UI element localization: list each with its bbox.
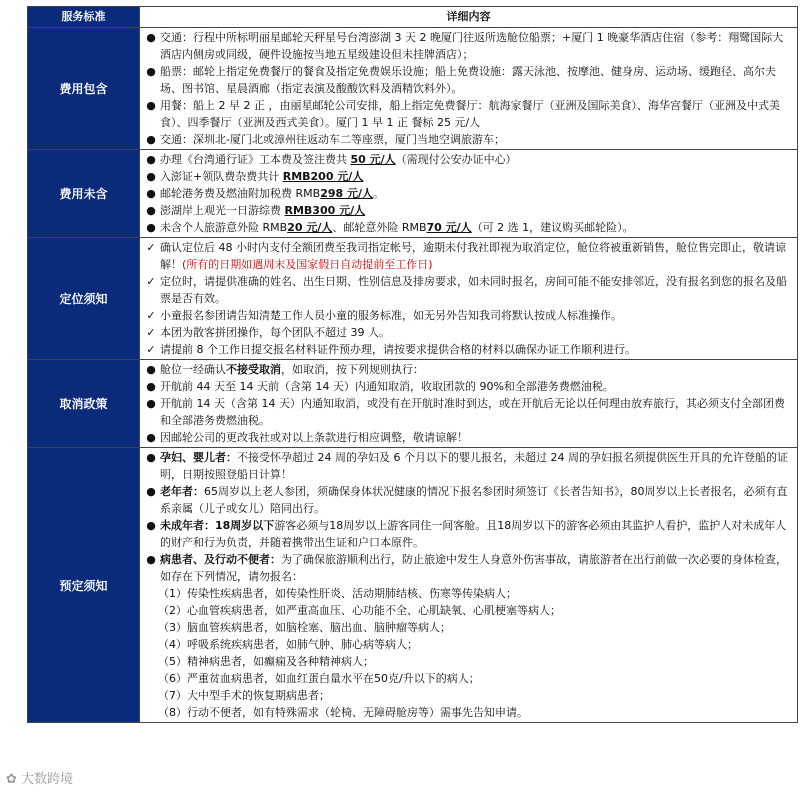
list-item: ✓ 本团为散客拼团操作，每个团队不超过 39 人。 xyxy=(144,324,791,341)
content-fee-excluded xyxy=(140,150,798,238)
check-icon: ✓ xyxy=(146,326,156,339)
list-item: ● 邮轮港务费及燃油附加税费 RMB298 元/人。 xyxy=(144,185,791,202)
label-fee-included: 费用包含 xyxy=(28,28,140,150)
row-booking xyxy=(28,238,798,360)
list-item: ● 交通：深圳北-厦门北或漳州往返动车二等座票，厦门当地空调旅游车； xyxy=(144,131,791,148)
list-item: ● 入澎证+领队费杂费共计 RMB200 元/人 xyxy=(144,168,791,185)
bullet-icon: ● xyxy=(146,451,156,464)
bullet-icon: ● xyxy=(146,133,156,146)
content-cancellation xyxy=(140,360,798,448)
bullet-icon: ● xyxy=(146,431,156,444)
row-notice xyxy=(28,448,798,723)
watermark: ✿ 大数跨境 xyxy=(6,772,74,787)
list-item: ● 用餐：船上 2 早 2 正 ，由丽星邮轮公司安排，船上指定免费餐厅：航海家餐厅（亚洲及国际美食）、海华宫餐厅（亚洲及中式美食）、四季餐厅（亚洲及西式美食）。厦门 1 早 1 正 餐标 25 元/人 xyxy=(144,97,791,131)
col-header-details: 详细内容 xyxy=(140,7,798,28)
list-item: ● 舱位一经确认不接受取消，如取消，按下列规则执行： xyxy=(144,361,791,378)
bullet-icon: ● xyxy=(146,153,156,166)
list-item: ✓ 定位时，请提供准确的姓名、出生日期、性别信息及排房要求，如未同时报名，房间可能不能安排邻近，没有报名到您的报名及船票是否有效。 xyxy=(144,273,791,307)
list-item: ● 开航前 44 天至 14 天前（含第 14 天）内通知取消，收取团款的 90%和全部港务费燃油税。 xyxy=(144,378,791,395)
bullet-icon: ● xyxy=(146,221,156,234)
bullet-icon: ● xyxy=(146,363,156,376)
sub-item: （4）呼吸系统疾病患者，如肺气肿、肺心病等病人； xyxy=(158,638,418,651)
check-icon: ✓ xyxy=(146,309,156,322)
bullet-icon: ● xyxy=(146,553,156,566)
check-icon: ✓ xyxy=(146,241,156,254)
list-item: ● 未成年者：18周岁以下游客必须与18周岁以上游客同住一间客舱。且18周岁以下的游客必须由其监护人看护，监护人对未成年人的财产和行为负责，并随着携带出生证和户口本原件。 xyxy=(144,517,791,551)
bullet-icon: ● xyxy=(146,204,156,217)
check-icon: ✓ xyxy=(146,343,156,356)
table-header-row xyxy=(28,7,798,28)
sub-item: （2）心血管疾病患者，如严重高血压、心功能不全、心肌缺氧、心肌梗塞等病人； xyxy=(158,604,561,617)
service-table xyxy=(27,6,798,723)
sub-item: （3）脑血管疾病患者，如脑栓塞、脑出血、脑肿瘤等病人； xyxy=(158,621,451,634)
bullet-icon: ● xyxy=(146,519,156,532)
bullet-icon: ● xyxy=(146,170,156,183)
bullet-icon: ● xyxy=(146,380,156,393)
bullet-icon: ● xyxy=(146,397,156,410)
list-item: ● 病患者、及行动不便者：为了确保旅游顺利出行，防止旅途中发生人身意外伤害事故，请旅游者在出行前做一次必要的身体检查，如存在下列情况，请勿报名： xyxy=(144,551,791,585)
list-item: ✓ 小童报名参团请告知清楚工作人员小童的服务标准，如无另外告知我司将默认按成人标准操作。 xyxy=(144,307,791,324)
list-item: ✓ 确认定位后 48 小时内支付全额团费至我司指定帐号，逾期未付我社即视为取消定位，舱位将被重新销售，舱位售完即止，敬请谅解！(所有的日期如遇周末及国家假日自动提前至工作日) xyxy=(144,239,791,273)
list-item: ● 澎湖岸上观光一日游综费 RMB300 元/人 xyxy=(144,202,791,219)
check-icon: ✓ xyxy=(146,275,156,288)
list-item: ● 老年者：65周岁以上老人参团，须确保身体状况健康的情况下报名参团时须签订《长者告知书》，80周岁以上长者报名，必须有直系亲属（儿子或女儿）陪同出行。 xyxy=(144,483,791,517)
label-notice: 预定须知 xyxy=(28,448,140,723)
label-cancellation: 取消政策 xyxy=(28,360,140,448)
bullet-icon: ● xyxy=(146,99,156,112)
watermark-logo-icon: ✿ xyxy=(6,772,22,787)
label-booking: 定位须知 xyxy=(28,238,140,360)
sub-item: （7）大中型手术的恢复期病患者； xyxy=(158,689,330,702)
list-item: ● 因邮轮公司的更改我社或对以上条款进行相应调整，敬请谅解！ xyxy=(144,429,791,446)
list-item: ● 船票：邮轮上指定免费餐厅的餐食及指定免费娱乐设施；船上免费设施：露天泳池、按摩池、健身房、运动场、缓跑径、高尔夫场、图书馆、星晨酒廊（指定表演及酸酸饮料及酒精饮料外）。 xyxy=(144,63,791,97)
bullet-icon: ● xyxy=(146,187,156,200)
label-fee-excluded: 费用未含 xyxy=(28,150,140,238)
list-item: ● 未含个人旅游意外险 RMB20 元/人、邮轮意外险 RMB70 元/人（可 2 选 1，建议购买邮轮险）。 xyxy=(144,219,791,236)
list-item: ● 开航前 14 天（含第 14 天）内通知取消，或没有在开航时准时到达，或在开航后无论以任何理由放弃旅行，其必须支付全部团费和全部港务费燃油税。 xyxy=(144,395,791,429)
row-cancellation xyxy=(28,360,798,448)
bullet-icon: ● xyxy=(146,65,156,78)
sub-item: （5）精神病患者，如癫痫及各种精神病人； xyxy=(158,655,374,668)
row-fee-excluded xyxy=(28,150,798,238)
col-header-standard: 服务标准 xyxy=(28,7,140,28)
list-item: ● 办理《台湾通行证》工本费及签注费共 50 元/人（需现付公安办证中心） xyxy=(144,151,791,168)
list-item: ✓ 请提前 8 个工作日提交报名材料证件预办理，请按要求提供合格的材料以确保办证工作顺利进行。 xyxy=(144,341,791,358)
content-fee-included xyxy=(140,28,798,150)
sub-item: （1）传染性疾病患者，如传染性肝炎、活动期肺结核、伤寒等传染病人； xyxy=(158,587,517,600)
content-notice xyxy=(140,448,798,723)
sub-item: （6）严重贫血病患者，如血红蛋白量水平在50克/升以下的病人； xyxy=(158,672,480,685)
list-item: ● 孕妇、婴儿者：不接受怀孕超过 24 周的孕妇及 6 个月以下的婴儿报名，未超过 24 周的孕妇报名须提供医生开具的允许登船的证明，日期按照登船日计算！ xyxy=(144,449,791,483)
row-fee-included xyxy=(28,28,798,150)
content-booking xyxy=(140,238,798,360)
sub-item: （8）行动不便者，如有特殊需求（轮椅、无障碍舱房等）需事先告知申请。 xyxy=(158,706,528,719)
bullet-icon: ● xyxy=(146,485,156,498)
bullet-icon: ● xyxy=(146,31,156,44)
list-item: ● 交通：行程中所标明丽星邮轮天秤星号台湾澎湖 3 天 2 晚厦门往返所选舱位船票；+厦门 1 晚豪华酒店住宿（参考：翔鹭国际大酒店内侧房或同级，硬件设施按当地五星级建设但未挂牌酒店）； xyxy=(144,29,791,63)
